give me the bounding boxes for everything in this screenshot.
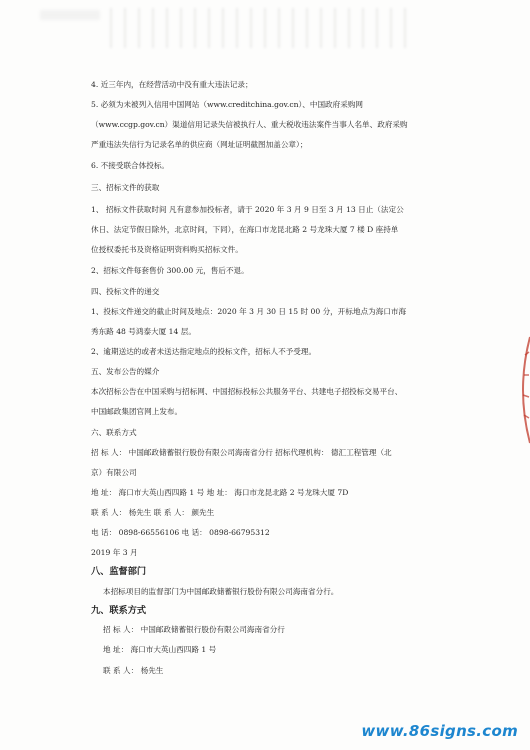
doc-line: 本招标项目的监督部门为中国邮政储蓄银行股份有限公司海南省分行。 xyxy=(103,587,339,596)
doc-line: 位授权委托书及资格证明资料购买招标文件。 xyxy=(91,245,243,254)
section-heading: 六、联系方式 xyxy=(91,428,137,437)
doc-line: 休日、法定节假日除外，北京时间，下同），在海口市龙昆北路 2 号龙珠大厦 7 楼 D 座持单 xyxy=(91,225,399,234)
contact-line: 地 址： 海口市大英山西四路 1 号 xyxy=(103,645,217,654)
doc-line: 严重违法失信行为记录名单的供应商（网址证明截图加盖公章）； xyxy=(91,140,308,149)
doc-line: 1、 招标文件获取时间 凡有意参加投标者，请于 2020 年 3 月 9 日至 3 月 13 日止（法定公 xyxy=(91,205,404,214)
contact-line: 联 系 人： 杨先生 xyxy=(103,666,164,675)
section-heading-supervision: 八、监督部门 xyxy=(91,566,147,577)
doc-line: 本次招标公告在中国采购与招标网、中国招标投标公共服务平台、共建电子招投标交易平台、 xyxy=(91,387,403,396)
section-heading: 四、投标文件的递交 xyxy=(91,287,160,296)
doc-line: 地 址： 海口市大英山西四路 1 号 地 址： 海口市龙昆北路 2 号龙珠大厦 7D xyxy=(91,488,349,497)
doc-line: 京）有限公司 xyxy=(91,468,137,477)
contact-line: 招 标 人： 中国邮政储蓄银行股份有限公司海南省分行 xyxy=(103,625,285,634)
doc-line: 5. 必须为未被列入信用中国网站（www.creditchina.gov.cn）、中国政府采购网 xyxy=(91,100,364,109)
doc-line: 1、投标文件递交的截止时间及地点：2020 年 3 月 30 日 15 时 00 分，开标地点为海口市海 xyxy=(91,307,407,316)
doc-line: 2、逾期送达的或者未送达指定地点的投标文件，招标人不予受理。 xyxy=(91,347,317,356)
section-heading: 五、发布公告的媒介 xyxy=(91,367,160,376)
bleed-through-artifact xyxy=(40,10,100,20)
doc-line: 秀东路 48 号鸿泰大厦 14 层。 xyxy=(91,327,196,336)
doc-line: 4. 近三年内，在经营活动中没有重大违法记录； xyxy=(91,80,253,89)
doc-line: 联 系 人： 杨先生 联 系 人： 颜先生 xyxy=(91,508,215,517)
site-watermark: www.86signs.com xyxy=(361,722,518,740)
doc-line: 电 话： 0898-66556106 电 话： 0898-66795312 xyxy=(91,528,270,537)
section-heading: 三、招标文件的获取 xyxy=(91,183,160,192)
bleed-through-artifact xyxy=(110,8,410,48)
doc-line: 2、招标文件每套售价 300.00 元，售后不退。 xyxy=(91,266,249,275)
doc-line: （www.ccgp.gov.cn）渠道信用记录失信被执行人、重大税收违法案件当事人名单、政府采购 xyxy=(91,120,408,129)
seal-stamp-edge xyxy=(510,335,530,445)
section-heading-contact: 九、联系方式 xyxy=(91,605,147,616)
doc-line: 中国邮政集团官网上发布。 xyxy=(91,407,183,416)
doc-line: 招 标 人： 中国邮政储蓄银行股份有限公司海南省分行 招标代理机构： 德汇工程管理（北 xyxy=(91,448,392,457)
doc-date: 2019 年 3 月 xyxy=(91,548,138,557)
doc-line: 6. 不接受联合体投标。 xyxy=(91,161,170,170)
